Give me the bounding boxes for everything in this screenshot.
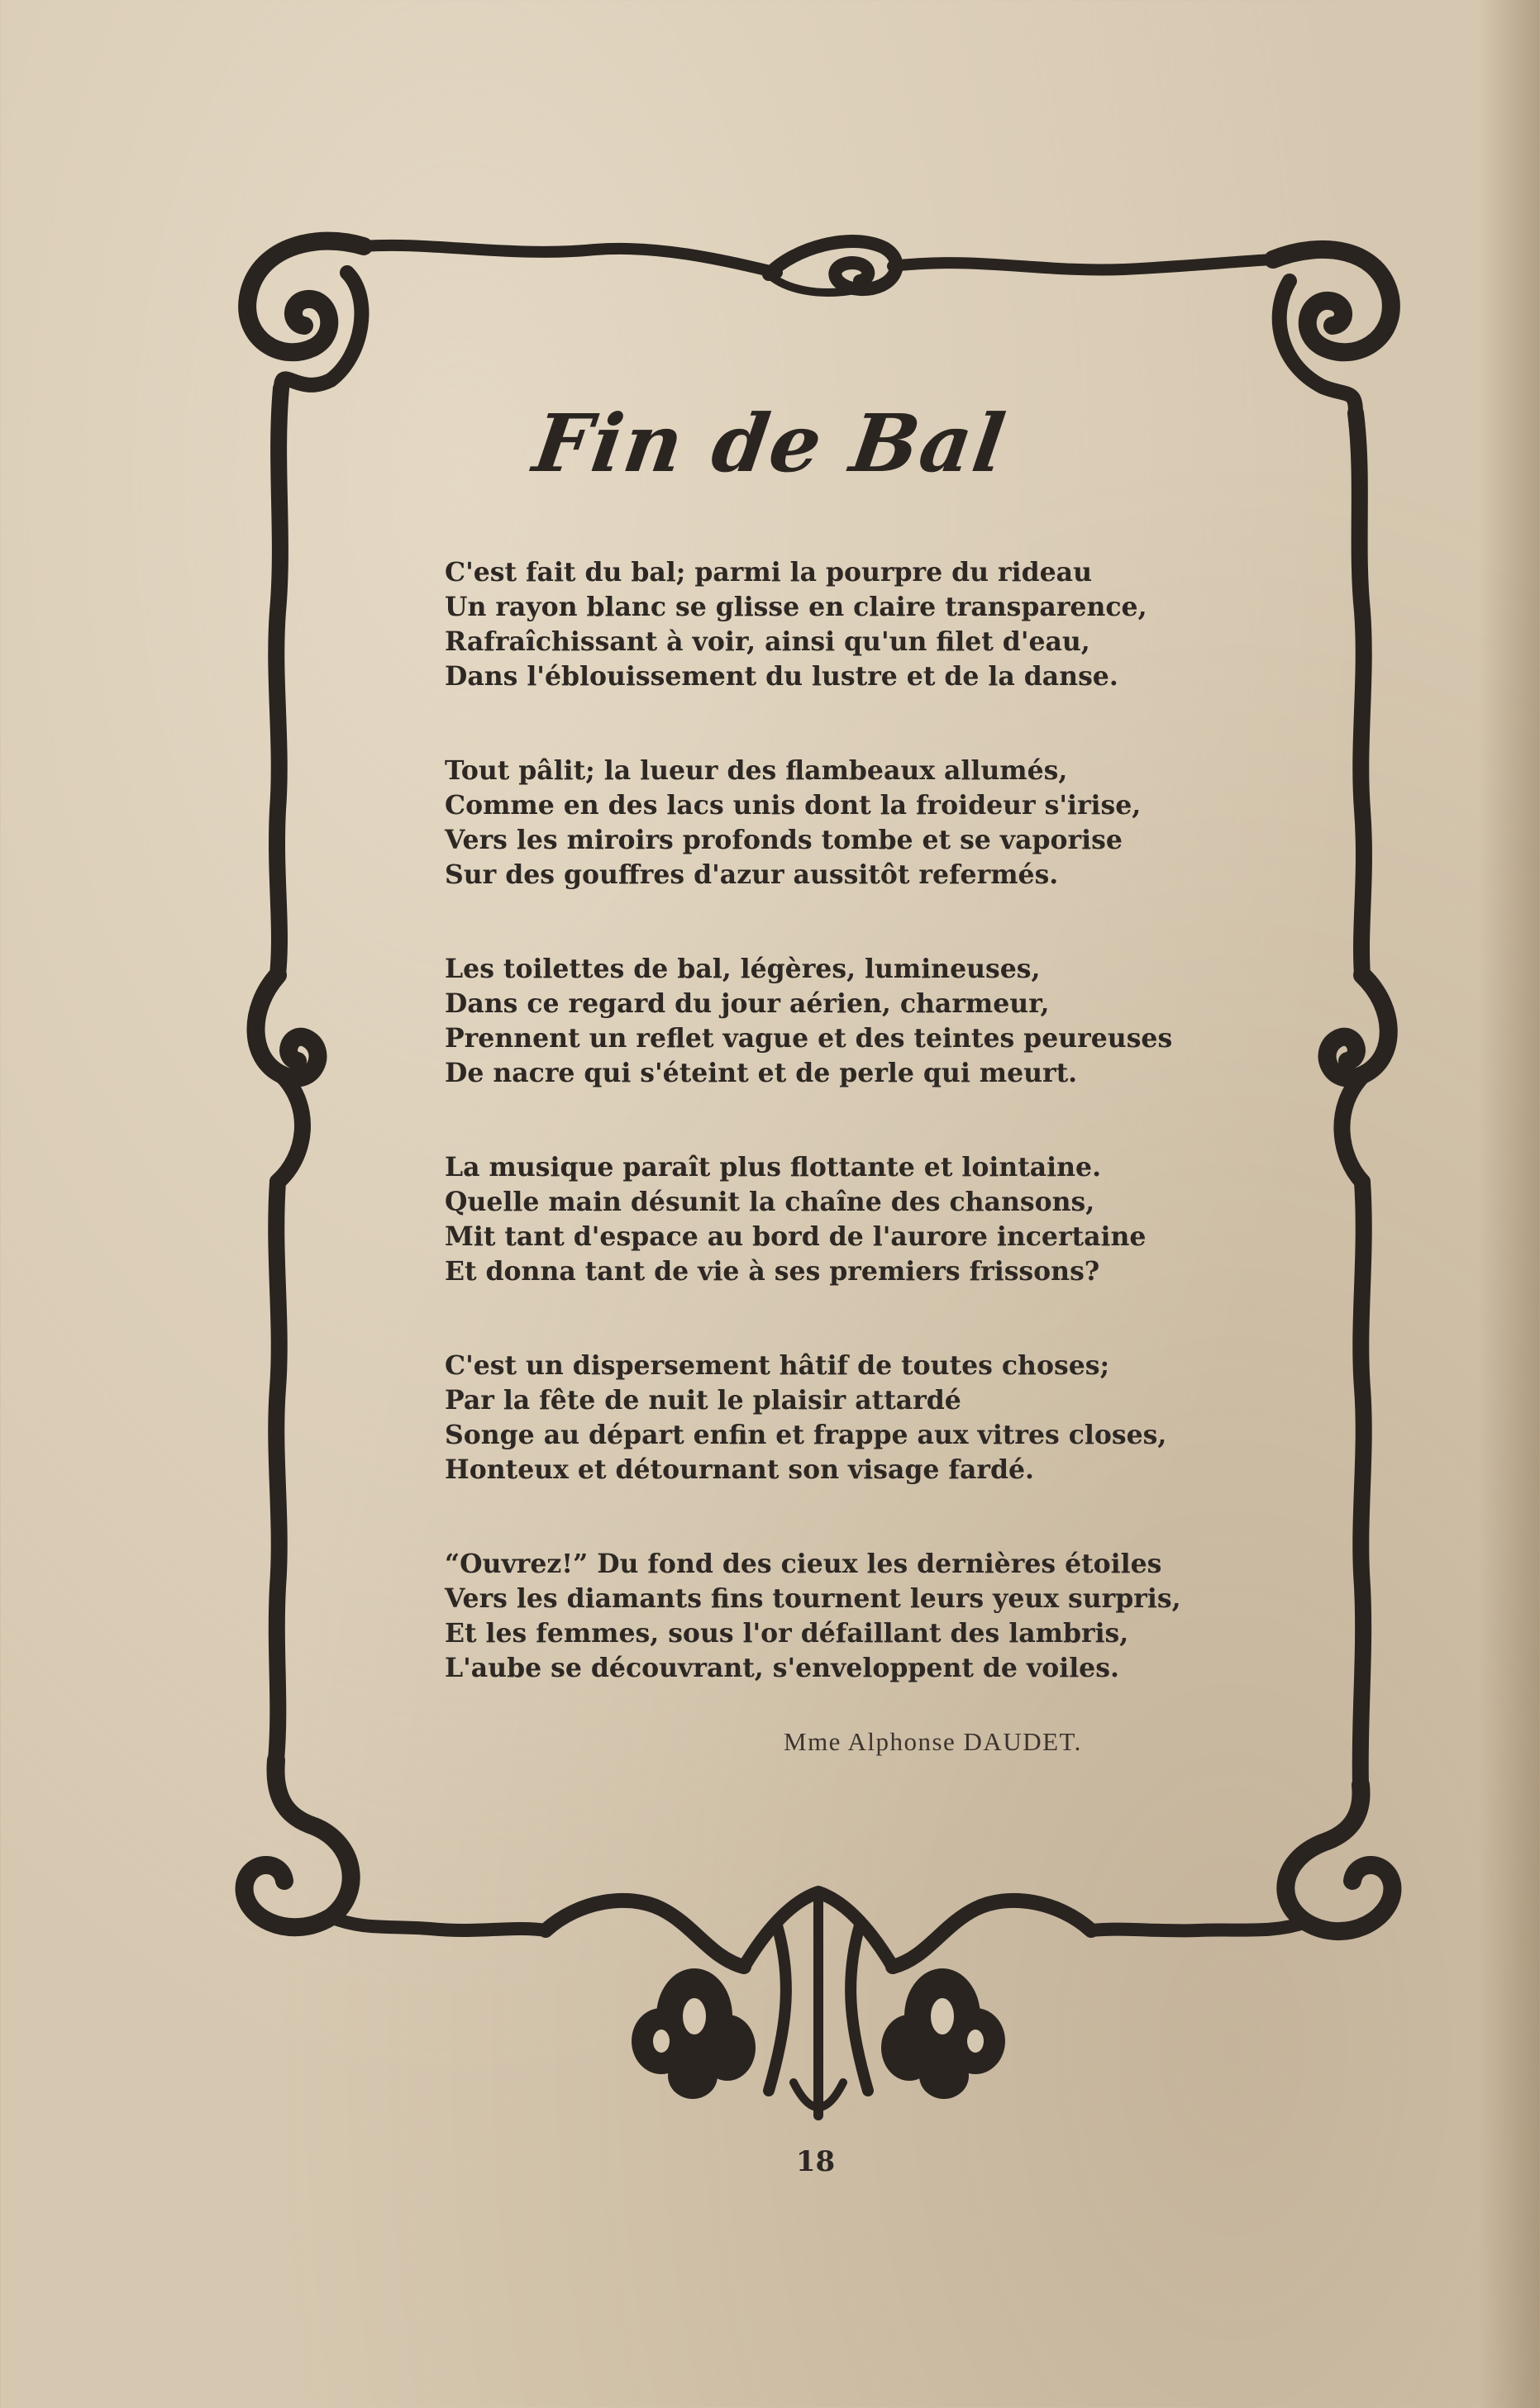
poem-line: Par la fête de nuit le plaisir attardé (445, 1385, 961, 1416)
author-signature: Mme Alphonse DAUDET. (784, 1727, 1082, 1756)
poem-line: “Ouvrez!” Du fond des cieux les dernières étoiles (445, 1549, 1162, 1579)
poem-line: Dans l'éblouissement du lustre et de la danse. (445, 661, 1118, 692)
top-left-corner-scroll (247, 241, 364, 353)
page-number: 18 (795, 2145, 836, 2178)
poem-line: Prennent un reflet vague et des teintes peureuses (445, 1023, 1173, 1054)
poem-line: Un rayon blanc se glisse en claire transparence, (445, 592, 1147, 622)
poem-line: Quelle main désunit la chaîne des chansons, (445, 1187, 1095, 1217)
poem-line: Sur des gouffres d'azur aussitôt refermés. (445, 859, 1059, 890)
stanza (445, 1547, 1205, 1686)
bottom-floral-ornament (546, 1892, 1091, 2115)
poem-line: Rafraîchissant à voir, ainsi qu'un filet d'eau, (445, 626, 1090, 657)
frame-top-border (364, 245, 777, 273)
top-right-corner-scroll (1273, 250, 1391, 352)
poem-line: C'est un dispersement hâtif de toutes choses; (445, 1350, 1110, 1381)
left-middle-scroll (255, 975, 317, 1078)
poem-line: Songe au départ enfin et frappe aux vitres closes, (445, 1420, 1167, 1450)
bottom-left-corner-scroll (245, 1760, 351, 1927)
poem-line: Comme en des lacs unis dont la froideur s'irise, (445, 790, 1142, 821)
poem-line: De nacre qui s'éteint et de perle qui meurt. (445, 1058, 1078, 1088)
poem-body (445, 555, 1205, 1745)
poem-line: La musique paraît plus flottante et lointaine. (445, 1152, 1102, 1183)
poem-line: L'aube se découvrant, s'enveloppent de voiles. (445, 1653, 1119, 1683)
stanza (445, 754, 1205, 892)
poem-line: Vers les diamants fins tournent leurs yeux surpris, (445, 1583, 1181, 1614)
poem-line: Et les femmes, sous l'or défaillant des lambris, (445, 1618, 1129, 1649)
poem-line: Tout pâlit; la lueur des flambeaux allumés, (445, 755, 1068, 786)
poem-line: Mit tant d'espace au bord de l'aurore incertaine (445, 1221, 1147, 1252)
poem-line: Dans ce regard du jour aérien, charmeur, (445, 988, 1050, 1019)
frame-right-border (1356, 413, 1364, 975)
bottom-right-corner-scroll (1285, 1785, 1392, 1931)
stanza (445, 1349, 1205, 1487)
poem-line: C'est fait du bal; parmi la pourpre du rideau (445, 557, 1092, 588)
poem-title: Fin de Bal (527, 397, 1013, 490)
poem-line: Honteux et détournant son visage fardé. (445, 1454, 1034, 1485)
stanza (445, 555, 1205, 694)
poem-line: Les toilettes de bal, légères, lumineuses, (445, 954, 1041, 984)
poem-line: Et donna tant de vie à ses premiers frissons? (445, 1256, 1100, 1287)
stanza (445, 952, 1205, 1091)
right-middle-scroll (1328, 975, 1389, 1078)
stanza (445, 1150, 1205, 1289)
poem-line: Vers les miroirs profonds tombe et se vaporise (445, 825, 1123, 855)
